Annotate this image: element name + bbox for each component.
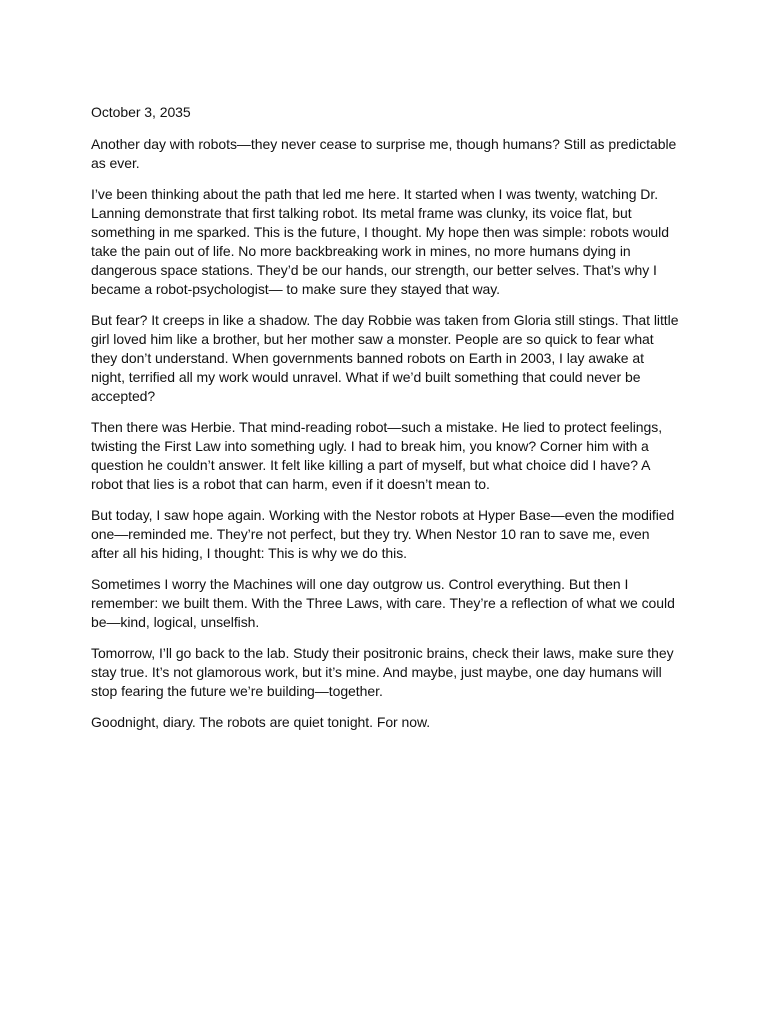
diary-paragraph-6: Sometimes I worry the Machines will one day outgrow us. Control everything. But then I remember: we built them. With the Three Laws, with care. They’re a reflection of what we could be—kind, logical, unselfish. [91, 576, 675, 630]
diary-paragraph-1: Another day with robots—they never cease to surprise me, though humans? Still as predictable as ever. [91, 136, 677, 171]
diary-paragraph-3: But fear? It creeps in like a shadow. The day Robbie was taken from Gloria still stings. That little girl loved him like a brother, but her mother saw a monster. People are so quick to fear what they don’t understand. When governments banned robots on Earth in 2003, I lay awake at night, terrified all my work would unravel. What if we’d built something that could never be accepted? [91, 312, 679, 404]
diary-paragraph-5: But today, I saw hope again. Working with the Nestor robots at Hyper Base—even the modified one—reminded me. They’re not perfect, but they try. When Nestor 10 ran to save me, even after all his hiding, I thought: This is why we do this. [91, 507, 675, 561]
diary-date: October 3, 2035 [91, 104, 191, 120]
diary-paragraph-8: Goodnight, diary. The robots are quiet tonight. For now. [91, 714, 431, 730]
diary-paragraph-2: I’ve been thinking about the path that led me here. It started when I was twenty, watching Dr. Lanning demonstrate that first talking robot. Its metal frame was clunky, its voice flat, but something in me sparked. This is the future, I thought. My hope then was simple: robots would take the pain out of life. No more backbreaking work in mines, no more humans dying in dangerous space stations. They’d be our hands, our strength, our better selves. That’s why I became a robot-psychologist— to make sure they stayed that way. [91, 186, 669, 297]
diary-paragraph-4: Then there was Herbie. That mind-reading robot—such a mistake. He lied to protect feelings, twisting the First Law into something ugly. I had to break him, you know? Corner him with a question he couldn’t answer. It felt like killing a part of myself, but what choice did I have? A robot that lies is a robot that can harm, even if it doesn’t mean to. [91, 419, 663, 492]
diary-paragraph-7: Tomorrow, I’ll go back to the lab. Study their positronic brains, check their laws, make sure they stay true. It’s not glamorous work, but it’s mine. And maybe, just maybe, one day humans will stop fearing the future we’re building—together. [91, 645, 674, 699]
